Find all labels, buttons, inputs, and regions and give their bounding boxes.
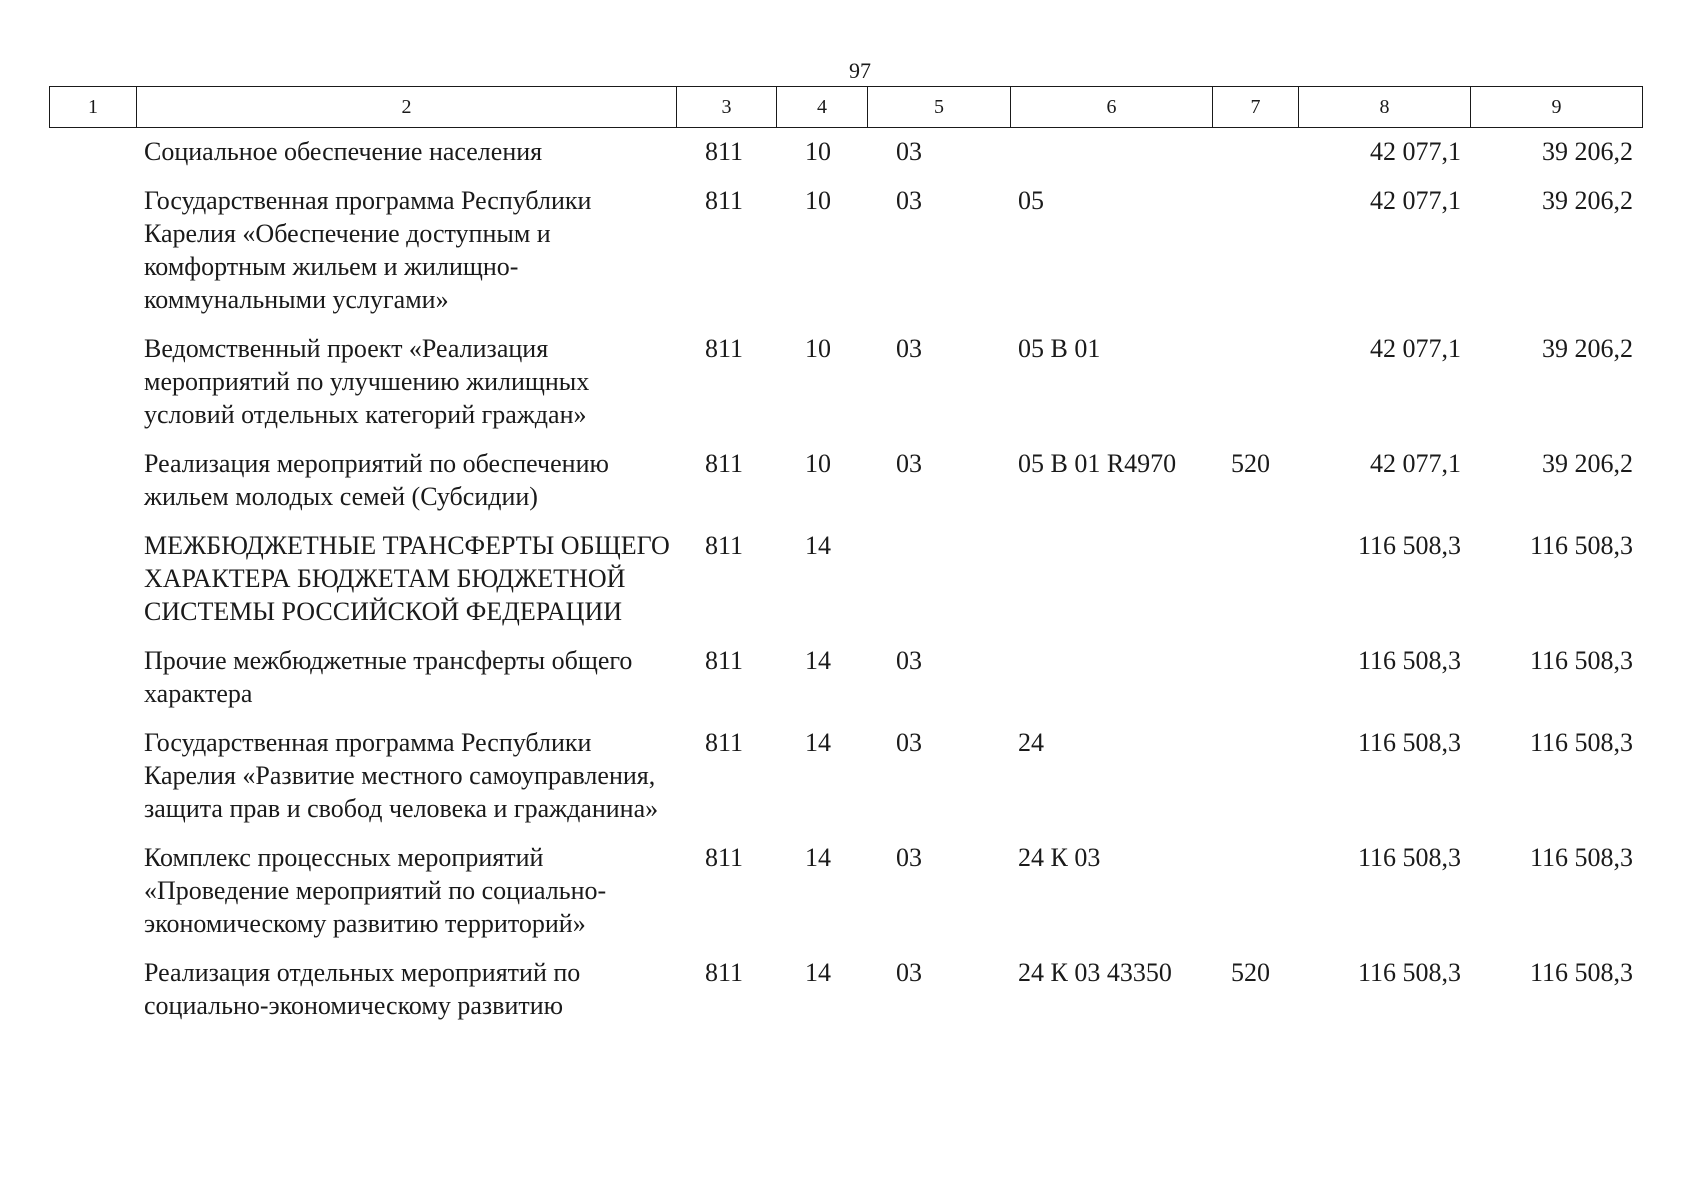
row-code-4: 14 (805, 958, 831, 987)
row-col-1 (49, 836, 136, 951)
row-code-6: 05 В 01 R4970 (1018, 449, 1177, 478)
row-code-4: 14 (805, 646, 831, 675)
row-code-7 (1212, 836, 1298, 951)
row-code-6: 05 В 01 (1018, 334, 1101, 363)
row-name: Реализация отдельных мероприятий по социально-экономическому развитию (144, 958, 581, 1020)
row-code-5: 03 (896, 843, 922, 872)
row-col-1 (49, 442, 136, 524)
row-amount-8: 42 077,1 (1370, 137, 1461, 166)
row-code-4: 14 (805, 843, 831, 872)
table-row (49, 179, 1642, 327)
row-code-5: 03 (896, 958, 922, 987)
table-row (49, 327, 1642, 442)
header-cell: 4 (777, 87, 868, 128)
table-row (49, 442, 1642, 524)
row-code-5 (867, 524, 1010, 639)
row-code-7 (1212, 524, 1298, 639)
row-col-1 (49, 179, 136, 327)
row-amount-9: 39 206,2 (1542, 137, 1633, 166)
row-col-1 (49, 951, 136, 1033)
header-cell: 3 (677, 87, 777, 128)
row-amount-8: 42 077,1 (1370, 186, 1461, 215)
row-amount-8: 42 077,1 (1370, 449, 1461, 478)
row-code-6: 24 К 03 (1018, 843, 1101, 872)
header-cell: 5 (868, 87, 1011, 128)
row-code-4: 10 (805, 186, 831, 215)
row-code-6 (1010, 130, 1212, 179)
row-amount-9: 116 508,3 (1529, 843, 1633, 872)
row-code-7 (1212, 639, 1298, 721)
row-amount-9: 116 508,3 (1529, 646, 1633, 675)
row-code-3: 811 (705, 137, 744, 166)
row-col-1 (49, 327, 136, 442)
row-name: Ведомственный проект «Реализация мероприятий по улучшению жилищных условий отдельных категорий граждан» (144, 334, 590, 429)
row-name: Реализация мероприятий по обеспечению жильем молодых семей (Субсидии) (144, 449, 609, 511)
row-amount-9: 39 206,2 (1542, 334, 1633, 363)
header-cell: 2 (137, 87, 677, 128)
row-code-4: 14 (805, 728, 831, 757)
row-amount-9: 39 206,2 (1542, 186, 1633, 215)
row-code-6: 05 (1018, 186, 1044, 215)
row-code-4: 10 (805, 334, 831, 363)
row-code-5: 03 (896, 449, 922, 478)
row-code-6: 24 (1018, 728, 1044, 757)
row-amount-8: 116 508,3 (1357, 958, 1461, 987)
table-row (49, 836, 1642, 951)
row-code-6 (1010, 639, 1212, 721)
row-amount-9: 116 508,3 (1529, 531, 1633, 560)
header-cell: 6 (1011, 87, 1213, 128)
row-amount-8: 116 508,3 (1357, 531, 1461, 560)
row-amount-8: 116 508,3 (1357, 646, 1461, 675)
row-code-5: 03 (896, 186, 922, 215)
table-row (49, 951, 1642, 1033)
table-row (49, 639, 1642, 721)
row-code-7 (1212, 721, 1298, 836)
row-code-3: 811 (705, 646, 744, 675)
row-code-3: 811 (705, 449, 744, 478)
row-code-6 (1010, 524, 1212, 639)
row-code-4: 14 (805, 531, 831, 560)
budget-table (49, 130, 1642, 1033)
row-col-1 (49, 524, 136, 639)
row-code-7 (1212, 327, 1298, 442)
row-col-1 (49, 721, 136, 836)
row-name: Государственная программа Республики Карелия «Развитие местного самоуправления, защита прав и свобод человека и гражданина» (144, 728, 659, 823)
row-name: Прочие межбюджетные трансферты общего характера (144, 646, 633, 708)
row-code-3: 811 (705, 958, 744, 987)
row-amount-8: 42 077,1 (1370, 334, 1461, 363)
row-amount-8: 116 508,3 (1357, 843, 1461, 872)
row-col-1 (49, 639, 136, 721)
header-cell: 7 (1213, 87, 1299, 128)
row-name: Государственная программа Республики Карелия «Обеспечение доступным и комфортным жильем и жилищно-коммунальными услугами» (144, 186, 592, 314)
row-amount-8: 116 508,3 (1357, 728, 1461, 757)
header-cell: 8 (1299, 87, 1471, 128)
row-code-5: 03 (896, 728, 922, 757)
row-code-3: 811 (705, 531, 744, 560)
row-code-3: 811 (705, 186, 744, 215)
row-name: МЕЖБЮДЖЕТНЫЕ ТРАНСФЕРТЫ ОБЩЕГО ХАРАКТЕРА БЮДЖЕТАМ БЮДЖЕТНОЙ СИСТЕМЫ РОССИЙСКОЙ ФЕДЕРАЦИИ (144, 531, 670, 626)
row-code-3: 811 (705, 334, 744, 363)
row-code-4: 10 (805, 449, 831, 478)
row-code-7 (1212, 130, 1298, 179)
row-code-5: 03 (896, 334, 922, 363)
row-code-5: 03 (896, 137, 922, 166)
row-amount-9: 116 508,3 (1529, 958, 1633, 987)
row-code-3: 811 (705, 728, 744, 757)
row-name: Социальное обеспечение населения (144, 137, 543, 166)
page-number: 97 (849, 58, 871, 83)
header-cell: 9 (1471, 87, 1643, 128)
row-col-1 (49, 130, 136, 179)
row-name: Комплекс процессных мероприятий «Проведение мероприятий по социально-экономическому развитию территорий» (144, 843, 607, 938)
row-code-7: 520 (1231, 958, 1270, 987)
row-amount-9: 116 508,3 (1529, 728, 1633, 757)
table-row (49, 721, 1642, 836)
table-row (49, 524, 1642, 639)
header-cell: 1 (50, 87, 137, 128)
table-row (49, 130, 1642, 179)
column-number-header (49, 86, 1643, 128)
row-code-3: 811 (705, 843, 744, 872)
row-code-7: 520 (1231, 449, 1270, 478)
row-code-5: 03 (896, 646, 922, 675)
row-amount-9: 39 206,2 (1542, 449, 1633, 478)
row-code-6: 24 К 03 43350 (1018, 958, 1172, 987)
row-code-7 (1212, 179, 1298, 327)
row-code-4: 10 (805, 137, 831, 166)
